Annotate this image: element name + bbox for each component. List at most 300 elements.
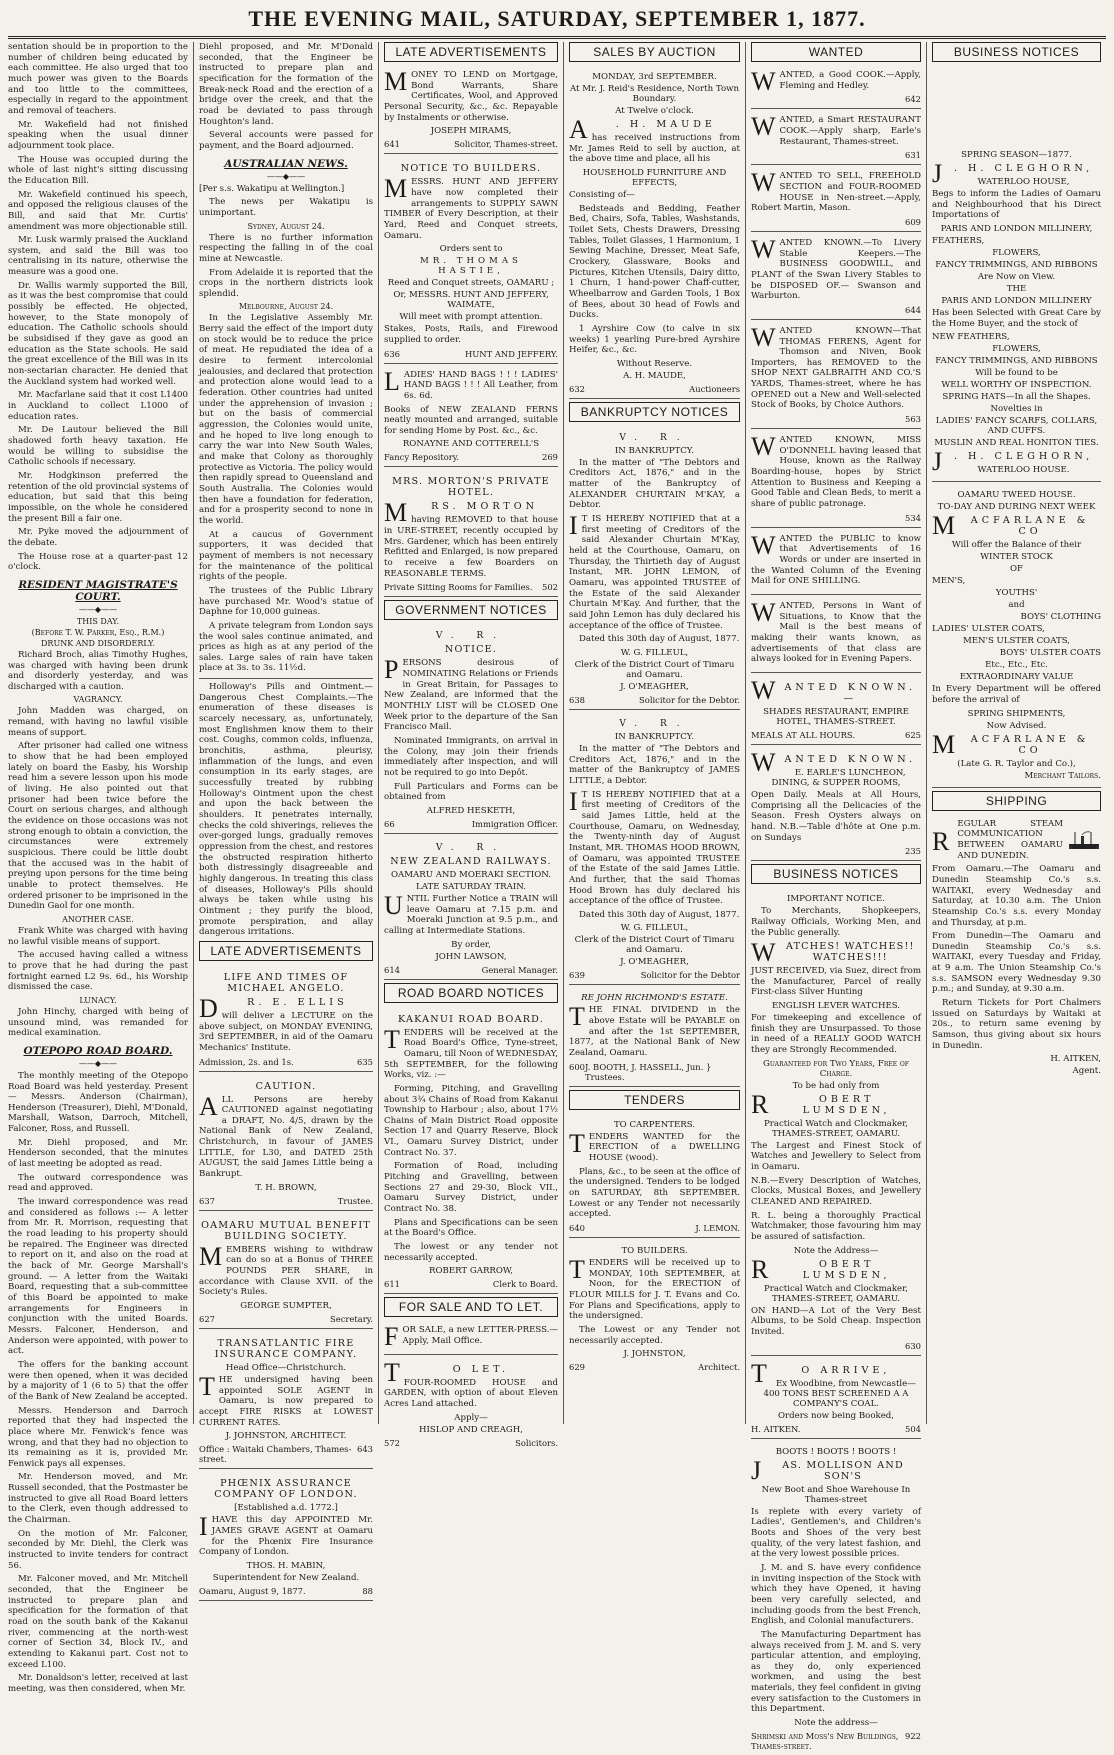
advert-signature: J. BOOTH, J. HASSELL, Jun. } Trustees. bbox=[585, 1061, 712, 1082]
advert bbox=[751, 323, 921, 429]
drop-cap: M bbox=[384, 498, 408, 528]
article-paragraph: The House was occupied during the whole of last night's sitting discussing the Education Bill. bbox=[8, 154, 188, 186]
advert-signature: JOSEPH MIRAMS, bbox=[430, 126, 512, 137]
advert-text: To Merchants, Shopkeepers, Railway Officials, Working Men, and the Public generally. bbox=[751, 906, 921, 938]
subheading: THIS DAY. bbox=[76, 616, 120, 626]
article-paragraph: Several accounts were passed for payment, and the Board adjourned. bbox=[199, 130, 373, 151]
article-heading: AUSTRALIAN NEWS. bbox=[224, 157, 348, 170]
advert-number: 614 bbox=[384, 964, 400, 975]
advert-text: ESSRS. HUNT AND JEFFERY have now completed their arrangements to SUPPLY SAWN TIMBER of Every Description, at their Yard, Reed and Conquet streets, Oamaru. bbox=[384, 177, 558, 241]
advert-date: MONDAY, 3rd SEPTEMBER. bbox=[592, 72, 717, 82]
advert-detail: Orders now being Booked, bbox=[777, 1410, 895, 1421]
advert-role: Clerk of the District Court of Timaru and Oamaru. bbox=[574, 659, 735, 680]
advert-detail: By order, bbox=[451, 939, 491, 950]
advert-detail: Admission, 2s. and 1s. bbox=[199, 1056, 294, 1067]
advert-line: Novelties in bbox=[990, 404, 1043, 415]
drop-cap: J bbox=[932, 447, 943, 477]
divider: ——◆—— bbox=[266, 171, 306, 181]
shipping-header bbox=[932, 819, 1101, 865]
advert-line: SPRING SHIPMENTS, bbox=[967, 708, 1066, 719]
advert-line: and bbox=[1008, 600, 1025, 611]
advert-footer bbox=[199, 1196, 373, 1206]
advert-title: TO CARPENTERS. bbox=[613, 1119, 696, 1130]
advert-name: OBERT LUMSDEN, bbox=[802, 1093, 891, 1116]
advert-text: Stakes, Posts, Rails, and Firewood supplied to order. bbox=[384, 324, 558, 345]
advert-text: ADIES' HAND BAGS ! ! ! LADIES' HAND BAGS ! ! ! All Leather, from 6s. 6d. bbox=[403, 369, 558, 401]
advert-text: NTIL Further Notice a TRAIN will leave Oamaru at 7.15 p.m. and Moeraki Junction at 9.5 p.m., and calling at Intermediate Stations. bbox=[384, 893, 558, 936]
drop-cap: L bbox=[384, 366, 400, 396]
advert-text: In the matter of "The Debtors and Creditors Act, 1876," and in the matter of the Bankruptcy of ALEXANDER CHURTAIN M'KAY, a Debtor. bbox=[569, 457, 740, 511]
masthead-rule bbox=[8, 36, 1106, 39]
advert-text: Plans and Specifications can be seen at the Board's Office. bbox=[384, 1217, 558, 1239]
advert-name: ANTED KNOWN. bbox=[784, 753, 917, 765]
advert-footer bbox=[569, 1062, 740, 1082]
advert-footer bbox=[751, 1424, 921, 1434]
drop-cap: U bbox=[384, 890, 403, 920]
advert-text: HAVE this day APPOINTED Mr. JAMES GRAVE AGENT at Oamaru for the Phœnix Fire Insurance Company of London. bbox=[199, 1515, 373, 1558]
drop-cap: T bbox=[569, 1128, 585, 1158]
advert-title: IMPORTANT NOTICE. bbox=[786, 894, 886, 905]
drop-cap: M bbox=[384, 174, 408, 204]
advert-text: 1 Ayrshire Cow (to calve in six weeks) 1 yearling Pure-bred Ayrshire Heifer, &c., &c. bbox=[569, 323, 740, 356]
advert-title: NEW ZEALAND RAILWAYS. bbox=[390, 855, 552, 867]
article-paragraph: Mr. De Lautour believed the Bill shadowed forth heavy taxation. He would be willing to subsidise the Catholic schools if necessary. bbox=[8, 425, 188, 468]
drop-cap: I bbox=[199, 1512, 208, 1542]
advert-footer bbox=[751, 217, 921, 227]
article-paragraph: Frank White was charged with having no lawful visible means of support. bbox=[8, 925, 188, 947]
advert-line: FLOWERS, bbox=[992, 344, 1041, 355]
advert bbox=[199, 966, 373, 1072]
advert-role: Solicitors. bbox=[515, 1437, 558, 1448]
advert-line: NEW FEATHERS, bbox=[932, 332, 1010, 343]
advert bbox=[569, 427, 740, 710]
advert-text: ANTED TO SELL, FREEHOLD SECTION and FOUR-ROOMED HOUSE in Nen-street.—Apply, Robert Martin, Mason. bbox=[751, 171, 921, 214]
advert-text: J. M. and S. have every confidence in inviting inspection of the Stock with which they have Opened, it having been very carefully selected, and including goods from the best French, English, and Colonial manufacturers. bbox=[751, 1562, 921, 1627]
advert bbox=[384, 837, 558, 980]
advert-role: Clerk to Board. bbox=[492, 1279, 558, 1290]
advert bbox=[751, 748, 921, 861]
advert-text: LL Persons are hereby CAUTIONED against negotiating a DRAFT, No. 4/5, drawn by the National Bank of New Zealand, Christchurch, in favour of JAMES LITTLE, for L30, and DATED 25th AUGUST, the said James Little being a Bankrupt. bbox=[199, 1094, 373, 1180]
advert-text: ERSONS desirous of NOMINATING Relations or Friends in Great Britain, for Passages to New Zealand, are informed that the MONTHLY LIST will be CLOSED One Week prior to the departure of the San Francisco Mail. bbox=[384, 658, 558, 733]
advert-footer bbox=[751, 1731, 921, 1751]
advert-title: KAKANUI ROAD BOARD. bbox=[398, 1013, 544, 1025]
advert-text: The Largest and Finest Stock of Watches and Jewellery to Select from in Oamaru. bbox=[751, 1140, 921, 1173]
advert-title: TO BUILDERS. bbox=[621, 1246, 688, 1256]
article-paragraph: The House rose at a quarter-past 12 o'clock. bbox=[8, 551, 188, 573]
article-paragraph: At a caucus of Government supporters, it was decided that payment of members is not necessary for the maintenance of the political rights of the people. bbox=[199, 529, 373, 583]
advert-detail: Orders sent to bbox=[439, 244, 503, 255]
drop-cap: W bbox=[751, 530, 776, 560]
holloway-notice: Holloway's Pills and Ointment.—Dangerous Chest Complaints.—The enumeration of these diseases is scarcely necessary, as, unfortunately, most Englishmen know them to their cost. Coughs, common colds, influenza, bronchitis, asthma, pleurisy, inflammation of the lungs, and even consumption in its early stages, are successfully treated by rubbing Holloway's Ointment upon the chest and upon the back between the shoulders. It penetrates internally, checks the cold shiverings, relieves the over-gorged lungs, gradually removes oppression from the chest, and restores the obstructed respiration hitherto both distressingly disagreeable and highly dangerous. In treating this class of diseases, Holloway's Pills should always be taken while using his Ointment ; they purify the blood, promote perspiration, and allay dangerous irritations. bbox=[199, 678, 373, 938]
advert-signature: HISLOP AND CREAGH, bbox=[418, 1424, 523, 1435]
column-3 bbox=[378, 42, 563, 1448]
advert bbox=[751, 1359, 921, 1439]
advert-text: EMBERS wishing to withdraw can do so at a Bonus of THREE POUNDS PER SHARE, in accordance with Clause XVII. of the Society's Rules. bbox=[199, 1244, 373, 1298]
steamship-icon bbox=[1067, 830, 1101, 852]
section-header: BUSINESS NOTICES bbox=[751, 864, 921, 884]
advert bbox=[932, 67, 1101, 482]
article-paragraph: [Per s.s. Wakatipu at Wellington.] bbox=[199, 183, 345, 194]
advert-footer bbox=[384, 349, 558, 359]
advert bbox=[569, 713, 740, 986]
advert-text: ENDERS will be received up to MONDAY, 10th SEPTEMBER, at Noon, for the ERECTION of FLOUR MILLS for J. T. Evans and Co. For Plans and Specifications, apply to the undersigned. bbox=[569, 1258, 740, 1322]
advert-role: General Manager. bbox=[481, 964, 558, 975]
advert-text: The lowest or any tender not necessarily accepted. bbox=[384, 1242, 558, 1263]
article-paragraph: Mr. Pyke moved the adjournment of the debate. bbox=[8, 527, 188, 548]
advert-signature: THOS. H. MABIN, bbox=[246, 1560, 326, 1571]
advert-title: CAUTION. bbox=[255, 1080, 317, 1092]
drop-cap: W bbox=[751, 597, 776, 627]
advert-text: Is replete with every variety of Ladies', Gentlemen's, and Children's Boots and Shoes of the very best quality, of the very latest fashion, and at the very lowest possible prices. bbox=[751, 1506, 921, 1560]
advert-detail: Without Reserve. bbox=[616, 358, 693, 369]
advert bbox=[751, 676, 921, 745]
article-paragraph: sentation should be in proportion to the number of children being educated by each committee. He also urged that too much power was given to the Boards and too little to the committees, especially in regard to the appointment and removal of teachers. bbox=[8, 42, 188, 116]
article-paragraph: John Hinchy, charged with being of unsound mind, was remanded for medical examination. bbox=[8, 1006, 188, 1039]
advert bbox=[384, 1322, 558, 1354]
article-paragraph: Mr. Diehl proposed, and Mr. Henderson seconded, that the minutes of last meeting be adopted as read. bbox=[8, 1137, 188, 1170]
advert-line: WINTER STOCK bbox=[980, 552, 1053, 563]
advert-subtitle: E. EARLE'S LUNCHEON, DINING, & SUPPER ROOMS, bbox=[771, 767, 906, 788]
advert-role: Clerk of the District Court of Timaru and Oamaru. bbox=[574, 935, 735, 956]
drop-cap: A bbox=[199, 1091, 218, 1121]
article-paragraph: The monthly meeting of the Otepopo Road Board was held yesterday. Present — Messrs. Anderson (Chairman), Henderson (Treasurer), Diehl, M'Donald, Marshall, Watson, Darroch, Mitchell, Falconer, Ross, and Russell. bbox=[8, 1070, 188, 1135]
advert-footer bbox=[751, 513, 921, 523]
advert bbox=[384, 1008, 558, 1295]
drop-cap: P bbox=[384, 655, 399, 685]
advert-text: T IS HEREBY NOTIFIED that at a first meeting of Creditors of the said Alexander Churtain M'Kay, held at the Courthouse, Oamaru, on Thursday, the Thirtieth day of August Instant, MR. JOHN LEMON, of Oamaru, was appointed TRUSTEE of the Estate of the said Alexander Churtain M'Kay. And further, that the said John Lemon has duly declared his acceptance of the office of Trustee. bbox=[569, 514, 740, 631]
advert-footer bbox=[384, 139, 558, 149]
drop-cap: A bbox=[569, 115, 588, 144]
section-header: SALES BY AUCTION bbox=[569, 42, 740, 62]
advert-line: MEN'S ULSTER COATS, bbox=[962, 636, 1071, 647]
advert-number: 640 bbox=[569, 1223, 585, 1233]
advert bbox=[932, 816, 1101, 1083]
advert-subtitle: LATE SATURDAY TRAIN. bbox=[416, 881, 526, 892]
article-paragraph: Messrs. Henderson and Darroch reported that they had inspected the place where Mr. Fenwick's fence was wrong, and that they had no objection to its remaining as it is, provided Mr. Fenwick pays all expenses. bbox=[8, 1405, 188, 1469]
advert-signature: J. LEMON. bbox=[695, 1223, 740, 1233]
advert-line: FANCY TRIMMINGS, AND RIBBONS bbox=[935, 259, 1098, 270]
advert-signature: H. AITKEN, bbox=[1050, 1054, 1101, 1065]
advert-number: 638 bbox=[569, 694, 585, 705]
advert-footer bbox=[569, 1223, 740, 1233]
advert-signature: GEORGE SUMPTER, bbox=[240, 1301, 332, 1312]
article-paragraph: In the Legislative Assembly Mr. Berry said the effect of the import duty on stock would be to reduce the price of meat. He repudiated the idea of a desire to ferment intercolonial jealousies, and declared that protection and protection alone would lead to a federation. Other countries had united under the apprehension of invasion ; but on the basis of commercial aggression, the Colonies would unite, and he hoped to live long enough to carry the war into New South Wales, and make that Colony as thoroughly protective as Victoria. The policy would then rapidly spread to Queensland and South Australia. The Colonies would then have a foundation for federation, and for a prosperity second to none in the world. bbox=[199, 313, 373, 526]
section-header: WANTED bbox=[751, 42, 921, 62]
advert bbox=[751, 531, 921, 595]
advert-number: 632 bbox=[569, 383, 585, 394]
advert-name: ACFARLANE & CO bbox=[970, 733, 1090, 756]
advert bbox=[199, 1075, 373, 1211]
drop-cap: W bbox=[751, 432, 776, 462]
drop-cap: W bbox=[751, 234, 776, 264]
advert-subtitle: [Established a.d. 1772.] bbox=[234, 1503, 338, 1514]
column-4 bbox=[563, 42, 745, 1424]
advert-signature: ROBERT GARROW, bbox=[428, 1266, 513, 1277]
advert-detail: To be had only from bbox=[792, 1080, 880, 1091]
article-paragraph: Diehl proposed, and Mr. M'Donald seconded, that the Engineer be instructed to prepare plan and specification for the formation of the Break-neck Road and the erection of a bridge over the creek, and that the road be deviated to pass through Houghton's land. bbox=[199, 42, 373, 127]
advert-number: 502 bbox=[542, 582, 558, 593]
advert-line: BOYS' ULSTER COATS bbox=[999, 648, 1101, 659]
advert-text: ANTED KNOWN, MISS O'DONNELL having leased that House, known as the Railway Boarding-house, hopes by Strict Attention to Business and Keeping a Good Table and Clean Beds, to merit a share of public patronage. bbox=[751, 435, 921, 510]
section-header: BUSINESS NOTICES bbox=[932, 42, 1101, 62]
article-paragraph: Mr. Lusk warmly praised the Auckland system, and said the Bill was too centralising in its nature, otherwise the measure was a good one. bbox=[8, 235, 188, 278]
advert-date: Dated this 30th day of August, 1877. bbox=[579, 909, 740, 920]
drop-cap: W bbox=[751, 67, 776, 96]
advert-role: Solicitor for the Debtor bbox=[640, 970, 740, 981]
drop-cap: T bbox=[569, 1255, 585, 1284]
advert-subtitle: ENGLISH LEVER WATCHES. bbox=[771, 1001, 901, 1012]
advert bbox=[384, 470, 558, 597]
advert-number: 643 bbox=[357, 1444, 373, 1455]
advert-text: OR SALE, a new LETTER-PRESS.— Apply, Mail Office. bbox=[402, 1325, 558, 1346]
advert-role: Immigration Officer. bbox=[471, 818, 558, 829]
advert-line: BOYS' CLOTHING bbox=[1020, 612, 1101, 623]
advert-name: O LET. bbox=[452, 1363, 510, 1375]
drop-cap: T bbox=[569, 1002, 585, 1032]
advert-line: YOUTHS' bbox=[995, 588, 1038, 599]
advert-text: has received instructions from Mr. James Reid to sell by auction, at the above time and place, all his bbox=[569, 133, 740, 165]
advert-number: 269 bbox=[542, 452, 558, 463]
drop-cap: W bbox=[751, 938, 776, 968]
advert-signature: RONAYNE AND COTTERELL'S bbox=[402, 439, 540, 450]
advert-subtitle: New Boot and Shoe Warehouse In Thames-street bbox=[761, 1484, 911, 1505]
advert-number: 641 bbox=[384, 139, 400, 150]
advert-line: TO-DAY AND DURING NEXT WEEK bbox=[937, 502, 1096, 513]
advert bbox=[751, 889, 921, 1355]
advert-name: ANTED KNOWN.— bbox=[784, 681, 917, 704]
advert bbox=[384, 67, 558, 154]
advert-footer bbox=[569, 1362, 740, 1372]
article-paragraph: The outward correspondence was read and approved. bbox=[8, 1172, 188, 1194]
advert-detail: WATERLOO HOUSE. bbox=[977, 465, 1070, 476]
advert-footer bbox=[569, 970, 740, 980]
advert-text: Formation of Road, including Pitching and Gravelling, between Sections 27 and 29-30, Block VII., Oamaru Survey District, under Contract No. 38. bbox=[384, 1161, 558, 1215]
section-header: TENDERS bbox=[569, 1090, 740, 1110]
advert-title: OAMARU TWEED HOUSE. bbox=[957, 490, 1076, 501]
advert-signature: H. AITKEN. bbox=[751, 1423, 801, 1434]
article-paragraph: Mr. Macfarlane said that it cost L1400 in Auckland to collect L1000 of education rates. bbox=[8, 390, 188, 422]
advert-date: Oamaru, August 9, 1877. bbox=[199, 1585, 306, 1596]
article-paragraph: Mr. Wakefield continued his speech, and opposed the religious clauses of the Bill, and said that Mr. Curtis' amendment was more objectionable still. bbox=[8, 189, 188, 232]
advert-text: having REMOVED to that house in URE-STREET, recently occupied by Mrs. Gardener, which has been entirely Refitted and Enlarged, is now prepared to receive a few Boarders on REASONABLE TERMS. bbox=[384, 515, 558, 579]
column-5 bbox=[745, 42, 926, 1752]
advert-detail: Note the address— bbox=[794, 1718, 878, 1729]
advert-text: N.B.—Every Description of Watches, Clocks, Musical Boxes, and Jewellery CLEANED AND REPAIRED. bbox=[751, 1175, 921, 1208]
advert-text: ENDERS WANTED for the ERECTION of a DWELLING HOUSE (wood). bbox=[588, 1131, 740, 1164]
drop-cap: T bbox=[384, 1357, 400, 1387]
article-paragraph: Mr. Hodgkinson preferred the retention of the old provincial systems of education, but said that this being impossible, on the whole he considered the present Bill a fair one. bbox=[8, 470, 188, 524]
advert-number: 629 bbox=[569, 1362, 585, 1373]
advert-number: 66 bbox=[384, 818, 395, 829]
advert-number: 88 bbox=[362, 1585, 373, 1596]
advert-line: FEATHERS, bbox=[932, 235, 985, 246]
advert-text: Has been Selected with Great Care by the Home Buyer, and the stock of bbox=[932, 307, 1101, 329]
subheading: (Before T. W. Parker, Esq., R.M.) bbox=[31, 627, 165, 637]
advert-line: Merchant Tailors. bbox=[1024, 770, 1101, 781]
advert-text: In Every Department will be offered before the arrival of bbox=[932, 684, 1101, 705]
advert-subtitle: SPRING SEASON—1877. bbox=[961, 150, 1072, 160]
advert-footer bbox=[384, 1279, 558, 1289]
advert-text: ON HAND—A Lot of the Very Best Albums, to be Sold Cheap. Inspection Invited. bbox=[751, 1305, 921, 1337]
advert-title: RE JOHN RICHMOND'S ESTATE. bbox=[581, 993, 728, 1004]
advert-footer bbox=[199, 1444, 373, 1464]
advert-line: LADIES' FANCY SCARFS, COLLARS, AND CUFFS. bbox=[935, 416, 1098, 437]
advert-text: ANTED KNOWN—That THOMAS FERENS, Agent for Thomson and Niven, Book Importers, has REMOVED to the SHOP NEXT GALBRAITH AND CO.'S YARDS, Thames-street, where he has OPENED out a New and Well-selected Stock of Books, by Choice Authors. bbox=[751, 325, 921, 411]
advert-footer bbox=[751, 414, 921, 424]
advert-detail: Will meet with prompt attention. bbox=[399, 312, 543, 323]
advert-text: ANTED, a Smart RESTAURANT COOK.—Apply sharp, Earle's Restaurant, Thames-street. bbox=[779, 115, 921, 147]
advert-text: HE undersigned having been appointed SOLE AGENT in Oamaru, is now prepared to accept FIRE RISKS at LOWEST CURRENT RATES. bbox=[199, 1375, 373, 1428]
divider: ——◆—— bbox=[78, 1058, 118, 1068]
section-header: LATE ADVERTISEMENTS bbox=[384, 42, 558, 62]
advert-footer bbox=[199, 1314, 373, 1324]
article-paragraph: John Madden was charged, on remand, with having no lawful visible means of support. bbox=[8, 706, 188, 738]
advert bbox=[569, 67, 740, 399]
advert-text: EGULAR STEAM COMMUNICATION BETWEEN OAMARU AND DUNEDIN. bbox=[957, 818, 1063, 861]
article-paragraph: Richard Broch, alias Timothy Hughes, was charged with having been drunk and disorderly yesterday, and was discharged with a caution. bbox=[8, 649, 188, 692]
advert-line: FANCY TRIMMINGS, AND RIBBONS bbox=[935, 356, 1098, 367]
advert-text: Bedsteads and Bedding, Feather Bed, Chairs, Sofa, Tables, Washstands, Toilet Sets, Chests Drawers, Dressing Tables, Toilet Glasses, 1 Harmonium, 1 Sewing Machine, Dresser, Meat Safe, Crockery, Glassware, Books and Pictures, Kitchen Utensils, Dairy ditto, 1 Churn, 1 hand-power Chaff-cutter, Wheelbarrow and Garden Tools, 1 Box of Bees, about 30 head of Fowls and Ducks. bbox=[569, 203, 740, 321]
drop-cap: J bbox=[751, 1455, 762, 1485]
advert-role: Trustee. bbox=[337, 1195, 373, 1206]
advert-title: NOTICE. bbox=[444, 644, 498, 656]
advert bbox=[384, 625, 558, 834]
advert-signature: J. O'MEAGHER, bbox=[620, 957, 689, 968]
advert-role: Agent. bbox=[1072, 1066, 1101, 1077]
advert bbox=[751, 598, 921, 673]
advert-text: will deliver a LECTURE on the above subject, on MONDAY EVENING, 3rd SEPTEMBER, in aid of the Oamaru Mechanics' Institute. bbox=[199, 1010, 373, 1053]
advert-detail: Guaranteed for Two Years, Free of Charge. bbox=[763, 1058, 909, 1079]
advert-number: 630 bbox=[905, 1340, 921, 1351]
dateline: Melbourne, August 24. bbox=[238, 302, 334, 312]
advert bbox=[751, 1442, 921, 1755]
column-2 bbox=[193, 42, 378, 1596]
subheading: LUNACY. bbox=[79, 995, 117, 1005]
advert-text: Consisting of— bbox=[569, 189, 635, 200]
advert-name: OBERT LUMSDEN, bbox=[802, 1258, 891, 1281]
advert-subtitle: HOUSEHOLD FURNITURE AND EFFECTS, bbox=[582, 167, 727, 188]
subheading: ANOTHER CASE. bbox=[62, 914, 134, 924]
advert-name: MR. THOMAS HASTIE, bbox=[420, 256, 522, 277]
advert-name: RS. MORTON bbox=[431, 501, 539, 513]
advert bbox=[569, 988, 740, 1086]
advert-role: Practical Watch and Clockmaker, THAMES-STREET, OAMARU. bbox=[763, 1283, 909, 1304]
section-header: LATE ADVERTISEMENTS bbox=[199, 941, 373, 961]
advert-name: . H. MAUDE bbox=[615, 119, 716, 130]
article-heading: OTEPOPO ROAD BOARD. bbox=[23, 1044, 173, 1057]
advert-number: 611 bbox=[384, 1279, 400, 1290]
advert-text: The Manufacturing Department has always received from J. M. and S. very particular attention, and employing, as they do, only experienced workmen, and using the best materials, they feel confident in giving every satisfaction to the Customers in this Department. bbox=[751, 1629, 921, 1715]
advert-text: Books of NEW ZEALAND FERNS neatly mounted and arranged, suitable for sending Home by Post. &c., &c. bbox=[384, 404, 558, 436]
advert-name: . H. CLEGHORN, bbox=[953, 163, 1094, 174]
advert-role: Practical Watch and Clockmaker, THAMES-STREET, OAMARU. bbox=[763, 1118, 909, 1139]
article-paragraph: After prisoner had called one witness to show that he had been employed lately on board the Easby, his Worship read him a severe lesson upon his mode of living. He also pointed out that prisoner had been twice before the Court on serious charges, and although the evidence on those occasions was not strong enough to obtain a conviction, the circumstances were extremely suspicious. There could be little doubt that the accused was in the habit of preying upon persons for the time being unable to protect themselves. He ordered prisoner to be imprisoned in the Dunedin Gaol for one month. bbox=[8, 741, 188, 912]
advert-number: 639 bbox=[569, 970, 585, 981]
advert-footer bbox=[384, 1438, 558, 1448]
advert bbox=[751, 67, 921, 109]
article-paragraph: Mr. Wakefield had not finished speaking when the usual dinner adjournment took place. bbox=[8, 119, 188, 151]
advert-role: Fancy Repository. bbox=[384, 452, 460, 463]
advert-role: Solicitor, Thames-street. bbox=[454, 139, 558, 150]
advert-title: NOTICE TO BUILDERS. bbox=[400, 163, 542, 175]
advert-signature: HUNT AND JEFFERY. bbox=[464, 348, 558, 359]
advert-line: MEN'S, bbox=[932, 576, 966, 587]
advert bbox=[751, 432, 921, 528]
crown-mark: V. R. bbox=[435, 631, 507, 642]
advert-footer bbox=[569, 695, 740, 705]
advert-text: HE FINAL DIVIDEND in the above Estate will be PAYABLE on and after the 1st SEPTEMBER, 1877, at the National Bank of New Zealand, Oamaru. bbox=[569, 1005, 740, 1059]
drop-cap: W bbox=[751, 675, 776, 705]
advert-name: O ARRIVE, bbox=[801, 1364, 891, 1376]
advert-number: 534 bbox=[905, 512, 921, 523]
advert-text: ANTED the PUBLIC to know that Advertisements of 16 Words or under are inserted in the Wanted Column of the Evening Mail for ONE SHILLING. bbox=[751, 533, 921, 587]
drop-cap: M bbox=[384, 67, 408, 96]
advert-line: FLOWERS, bbox=[992, 247, 1041, 258]
advert-signature: J. JOHNSTON, ARCHITECT. bbox=[225, 1431, 347, 1442]
drop-cap: M bbox=[932, 729, 956, 759]
advert-number: 235 bbox=[905, 846, 921, 857]
advert-line: SPRING HATS—In all the Shapes. bbox=[942, 392, 1091, 403]
advert-footer bbox=[199, 1057, 373, 1067]
advert-line: OF bbox=[1009, 564, 1023, 575]
advert bbox=[199, 1332, 373, 1469]
advert bbox=[384, 157, 558, 363]
advert-text: T IS HEREBY NOTIFIED that at a first meeting of Creditors of the said James Little, held at the Courthouse, Oamaru, on Wednesday, the Twenty-ninth day of August Instant, MR. THOMAS HOOD BROWN, of Oamaru, was appointed TRUSTEE of the Estate of the said James Little. And further, that the said Thomas Hood Brown has duly declared his acceptance of the office of Trustee. bbox=[569, 789, 740, 907]
article-paragraph: Dr. Wallis warmly supported the Bill, as it was the best compromise that could possibly be effected. He objected, however, to the State monopoly of education. The Catholic schools should be subsidised if they gave as good an education as the State schools. He said the great excellence of the Bill was in its non-sectarian character. He denied that the Auckland system had worked well. bbox=[8, 280, 188, 387]
article-paragraph: The trustees of the Public Library have purchased Mr. Wood's statue of Daphne for 10,000 guineas. bbox=[199, 585, 373, 618]
article-paragraph: The accused having called a witness to prove that he had during the past fortnight earned L2 9s. 6d., his Worship dismissed the case. bbox=[8, 950, 188, 993]
advert-signature: ALFRED HESKETH, bbox=[426, 805, 516, 816]
article-paragraph: On the motion of Mr. Falconer, seconded by Mr. Diehl, the Clerk was instructed to invite tenders for contract 56. bbox=[8, 1528, 188, 1571]
advert-signature: JOHN LAWSON, bbox=[435, 951, 507, 962]
advert-text: Nominated Immigrants, on arrival in the Colony, may join their friends immediately after inspection, and will not be required to go into Depôt. bbox=[384, 736, 558, 778]
advert-role: Superintendent for New Zealand. bbox=[212, 1572, 360, 1583]
crown-mark: V. R. bbox=[619, 718, 690, 729]
advert-footer bbox=[384, 452, 558, 462]
advert-number: 635 bbox=[357, 1056, 373, 1067]
advert-detail: Apply— bbox=[454, 1412, 488, 1423]
drop-cap: R bbox=[932, 826, 950, 856]
drop-cap: I bbox=[569, 511, 578, 541]
advert-title: LIFE AND TIMES OF MICHAEL ANGELO. bbox=[223, 971, 349, 994]
advert-text: ANTED KNOWN.—To Livery Stable Keepers.—The BUSINESS GOODWILL, and PLANT of the Swan Livery Stables to be DISPOSED OF.— Swanson and Warburton. bbox=[751, 237, 921, 302]
advert-address: Shrimski and Moss's New Buildings, Thames-street. bbox=[751, 1731, 899, 1752]
advert-text: Begs to inform the Ladies of Oamaru and Neighbourhood that his Direct Importations of bbox=[932, 189, 1101, 221]
masthead bbox=[0, 6, 1114, 40]
advert-text: From Oamaru.—The Oamaru and Dunedin Steamship Co.'s s.s. WAITAKI, every Wednesday and Saturday, at 10.30 a.m. The Union Steamship Co.'s s.s. every Monday and Thursday, at p.m. bbox=[932, 864, 1101, 928]
advert-role: Solicitor for the Debtor. bbox=[639, 694, 740, 705]
advert-detail: Private Sitting Rooms for Families. bbox=[384, 582, 533, 593]
advert-footer bbox=[384, 819, 558, 829]
advert-number: 636 bbox=[384, 348, 400, 359]
advert-line: Will be found to be bbox=[975, 368, 1058, 379]
advert-footer bbox=[751, 1341, 921, 1351]
advert-detail: Note the Address— bbox=[793, 1245, 879, 1256]
advert-line: LADIES' ULSTER COATS, bbox=[932, 624, 1045, 635]
drop-cap: T bbox=[384, 1024, 400, 1054]
advert-footer bbox=[751, 730, 921, 740]
advert-title: PHŒNIX ASSURANCE COMPANY OF LONDON. bbox=[214, 1478, 358, 1501]
advert-line: EXTRAORDINARY VALUE bbox=[959, 672, 1074, 683]
advert-number: 631 bbox=[905, 150, 921, 161]
columns bbox=[8, 42, 1106, 1752]
advert-detail: At Mr. J. Reid's Residence, North Town Boundary. bbox=[569, 84, 740, 104]
advert-text: From Dunedin—The Oamaru and Dunedin Steamship Co.'s s.s. WAITAKI, every Tuesday and Friday, at 9 a.m. The Union Steamship Co.'s s.s. SAMSON every Wednesday 9.30 p.m.; and Sunday, at 9.30 a.m. bbox=[932, 931, 1101, 995]
article-paragraph: The offers for the banking account were then opened, when it was decided by a majority of 1 (6 to 5) that the offer of the Bank of New Zealand be accepted. bbox=[8, 1359, 188, 1402]
advert-footer bbox=[569, 384, 740, 394]
column-6 bbox=[926, 42, 1106, 1424]
drop-cap: W bbox=[751, 747, 776, 777]
